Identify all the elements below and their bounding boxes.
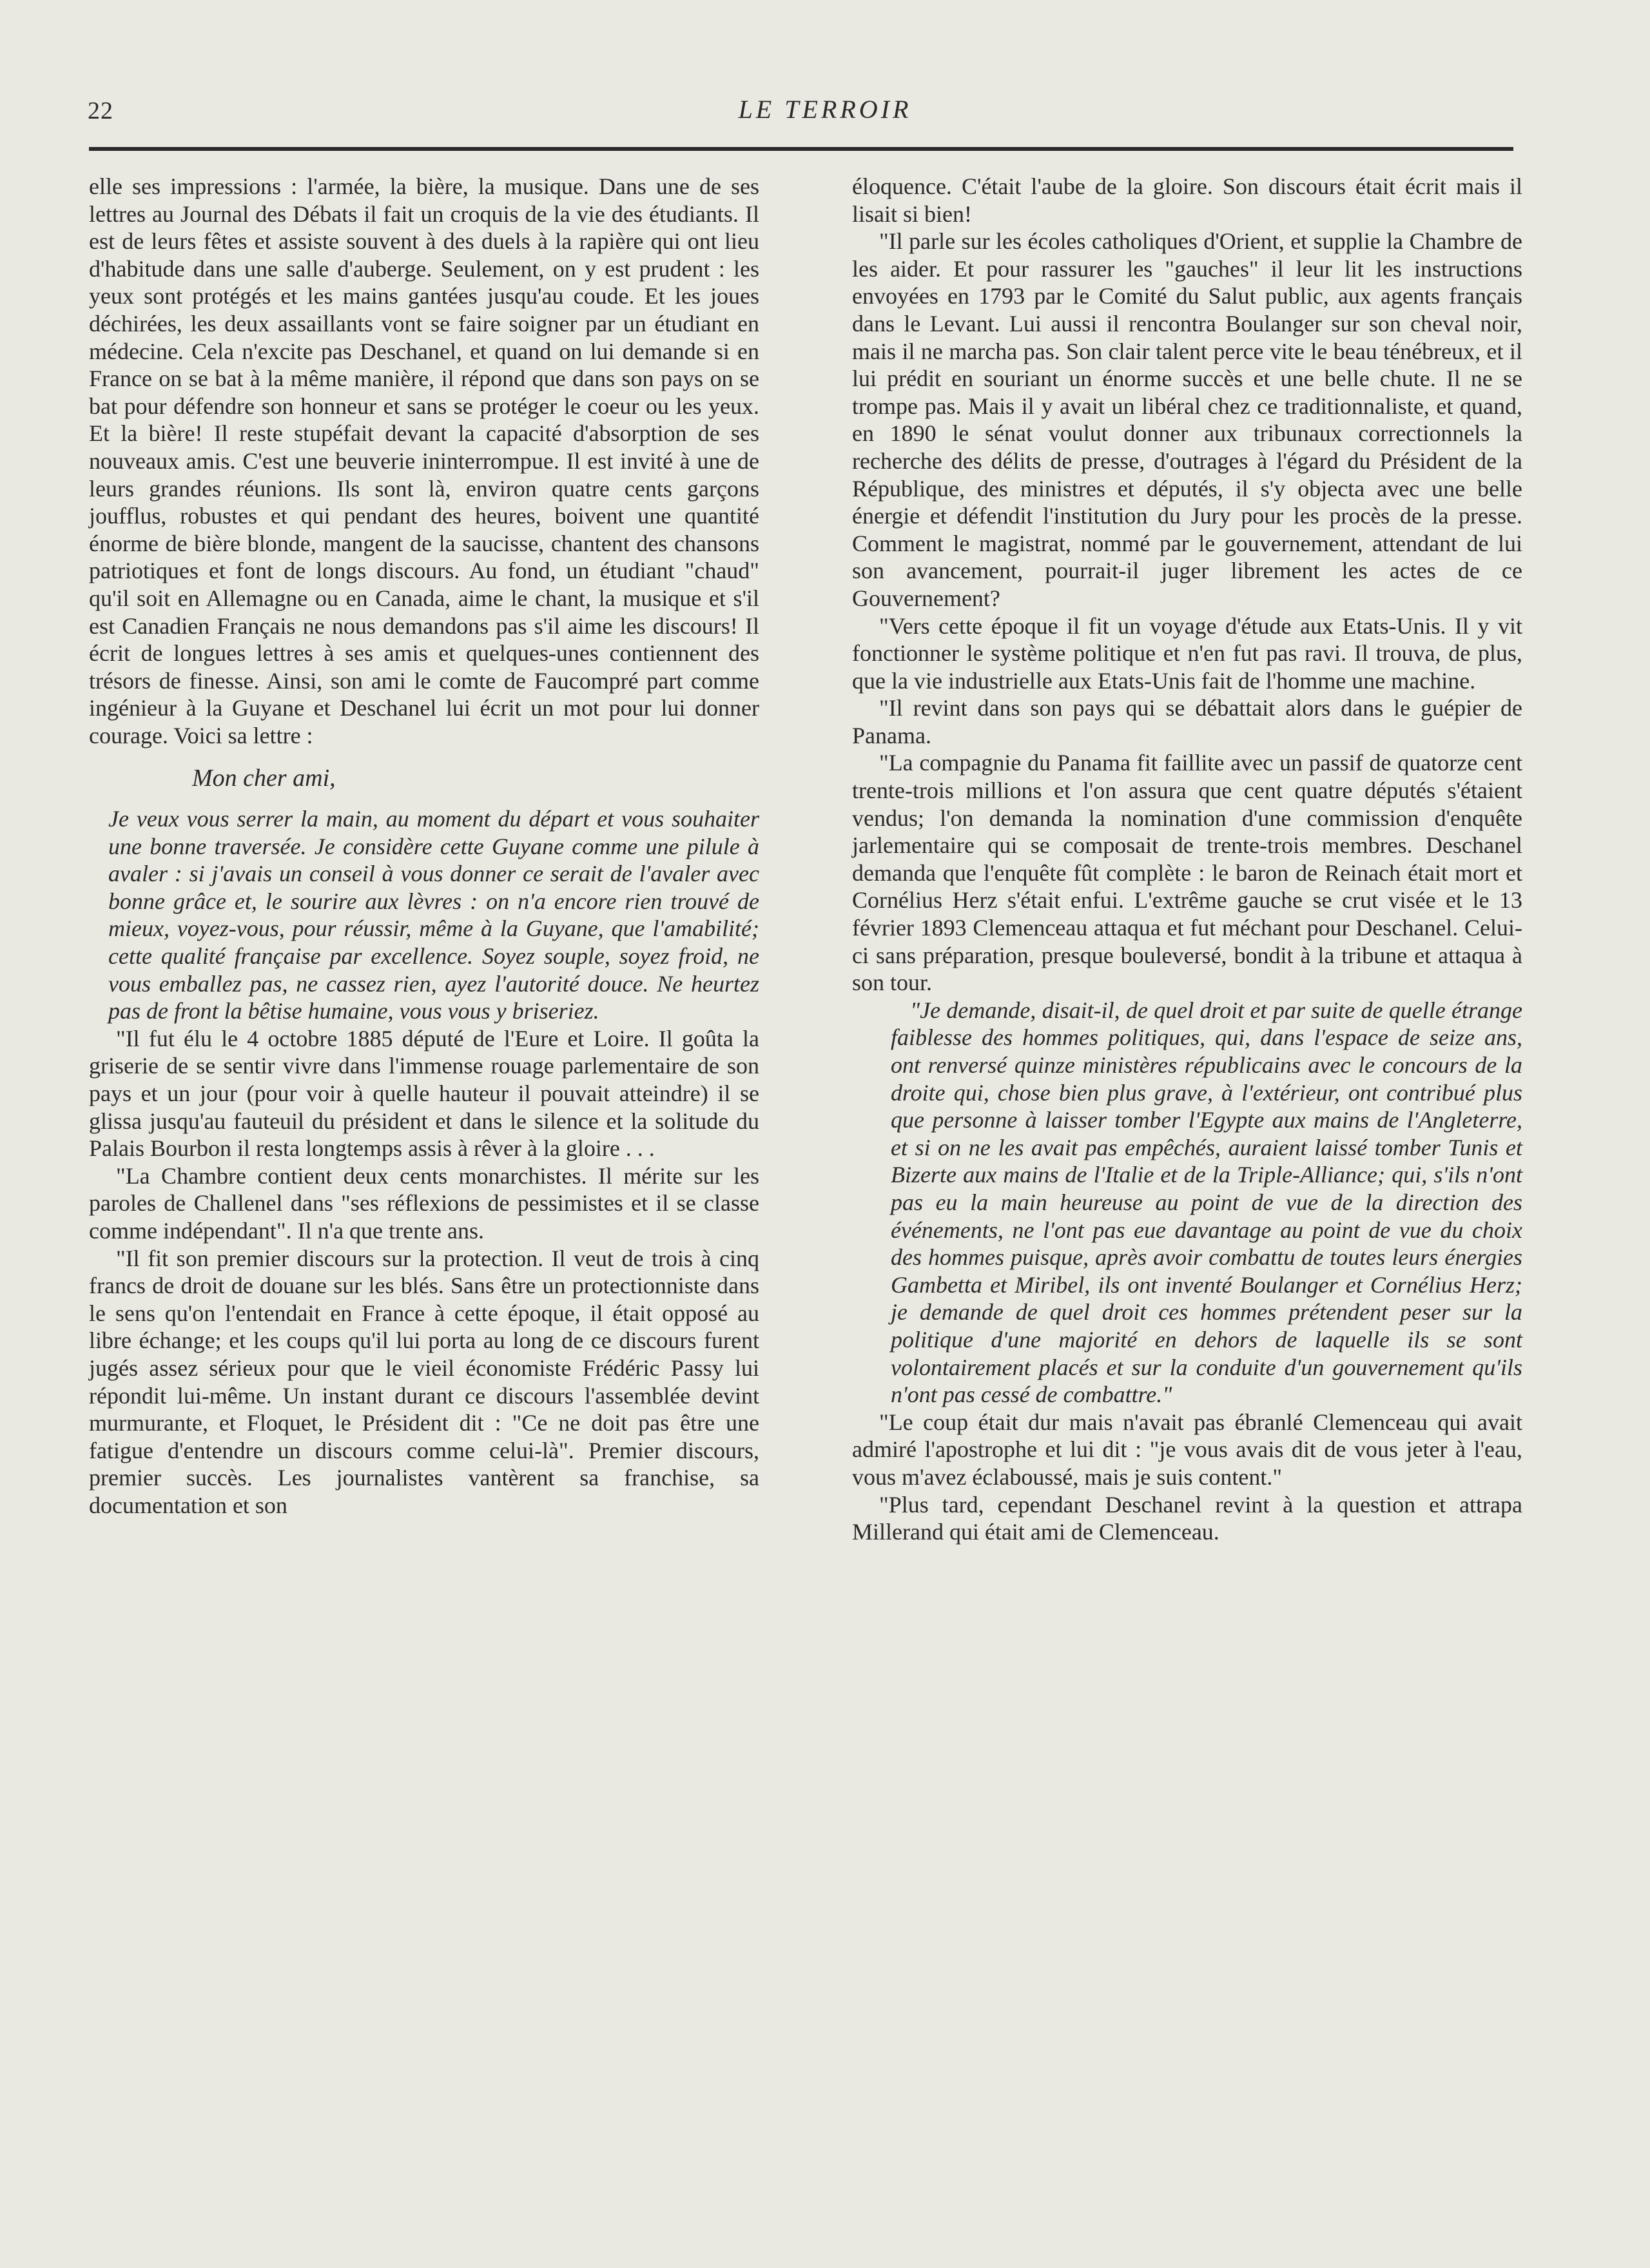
header-rule bbox=[89, 147, 1513, 151]
running-title: LE TERROIR bbox=[738, 95, 912, 124]
paragraph: "Il fut élu le 4 octobre 1885 député de l'Eure et Loire. Il goûta la griserie de se sentir vivre dans l'immense rouage parlementaire de son pays et un jour (pour voir à quelle hauteur il pouvait atteindre) il se glissa jusqu'au fauteuil du président et dans le silence et la solitude du Palais Bourbon il resta longtemps assis à rêver à la gloire . . . bbox=[89, 1025, 759, 1162]
paragraph: "Il revint dans son pays qui se débattait alors dans le guépier de Panama. bbox=[852, 695, 1522, 748]
quotation: "Je demande, disait-il, de quel droit et par suite de quelle étrange faiblesse des hommes politiques, qui, dans l'espace de seize ans, ont renversé quinze ministères républicains avec le concours de la droite qui, chose bien plus grave, à l'extérieur, ont contribué plus que personne à laisser tomber l'Egypte aux mains de l'Angleterre, et si on ne les avait pas empêchés, auraient laissé tomber Tunis et Bizerte aux mains de l'Italie et de la Triple-Alliance; qui, s'ils n'ont pas eu la main heureuse au point de vue de la direction des événements, ne l'ont pas eue davantage au point de vue du choix des hommes puisque, après avoir combattu de toutes leurs énergies Gambetta et Miribel, ils ont inventé Boulanger et Cornélius Herz; je demande de quel droit ces hommes prétendent peser sur la politique d'une majorité en dehors de laquelle ils se sont volontairement placés et sur la conduite d'un gouvernement qu'ils n'ont pas cessé de combattre." bbox=[891, 997, 1522, 1408]
paragraph: éloquence. C'était l'aube de la gloire. Son discours était écrit mais il lisait si bien! bbox=[852, 173, 1522, 227]
letter-body: Je veux vous serrer la main, au moment du départ et vous souhaiter une bonne traversée. Je considère cette Guyane comme une pilule à avaler : si j'avais un conseil à vous donner ce serait de l'avaler avec bonne grâce et, le sourire aux lèvres : on n'a encore rien trouvé de mieux, voyez-vous, pour réussir, même à la Guyane, que l'amabilité; cette qualité française par excellence. Soyez souple, soyez froid, ne vous emballez pas, ne cassez rien, ayez l'autorité douce. Ne heurtez pas de front la bêtise humaine, vous vous y briseriez. bbox=[108, 806, 759, 1024]
paragraph: "Il fit son premier discours sur la protection. Il veut de trois à cinq francs de droit de douane sur les blés. Sans être un protectionniste dans le sens qu'on l'entendait en France à cette époque, il était opposé au libre échange; et les coups qu'il lui porta au long de ce discours furent jugés assez sérieux pour que le vieil économiste Frédéric Passy lui répondit lui-même. Un instant durant ce discours l'assemblée devint murmurante, et Floquet, le Président dit : "Ce ne doit pas être une fatigue d'entendre un discours comme celui-là". Premier discours, premier succès. Les journalistes vantèrent sa franchise, sa documentation et son bbox=[89, 1245, 759, 1518]
paragraph: "Vers cette époque il fit un voyage d'étude aux Etats-Unis. Il y vit fonctionner le système politique et n'en fut pas ravi. Il trouva, de plus, que la vie industrielle aux Etats-Unis fait de l'homme une machine. bbox=[852, 612, 1522, 694]
left-column bbox=[89, 173, 759, 1520]
paragraph: "La compagnie du Panama fit faillite avec un passif de quatorze cent trente-trois millions et l'on assura que cent quatre députés s'étaient vendus; l'on demanda la nomination d'une commission d'enquête jarlementaire qui se composait de trente-trois membres. Deschanel demanda que l'enquête fût complète : le baron de Reinach était mort et Cornélius Herz s'était enfui. L'extrême gauche se crut visée et le 13 février 1893 Clemenceau attaqua et fut méchant pour Deschanel. Celui-ci sans préparation, presque bouleversé, bondit à la tribune et attaqua à son tour. bbox=[852, 750, 1522, 996]
paragraph: "Le coup était dur mais n'avait pas ébranlé Clemenceau qui avait admiré l'apostrophe et lui dit : "je vous avais dit de vous jeter à l'eau, vous m'avez éclaboussé, mais je suis content." bbox=[852, 1409, 1522, 1490]
right-column bbox=[852, 173, 1522, 1546]
page-number: 22 bbox=[88, 97, 113, 124]
paragraph: "La Chambre contient deux cents monarchistes. Il mérite sur les paroles de Challenel dans "ses réflexions de pessimistes et il se classe comme indépendant". Il n'a que trente ans. bbox=[89, 1162, 759, 1244]
paragraph: "Plus tard, cependant Deschanel revint à la question et attrapa Millerand qui était ami de Clemenceau. bbox=[852, 1491, 1522, 1545]
paragraph: "Il parle sur les écoles catholiques d'Orient, et supplie la Chambre de les aider. Et pour rassurer les "gauches" il leur lit les instructions envoyées en 1793 par le Comité du Salut public, aux agents français dans le Levant. Lui aussi il rencontra Boulanger sur son cheval noir, mais il ne marcha pas. Son clair talent perce vite le beau ténébreux, et il lui prédit en souriant un énorme succès et une belle chute. Il ne se trompe pas. Mais il y avait un libéral chez ce traditionnaliste, et quand, en 1890 le sénat voulut donner aux tribunaux correctionnels la recherche des délits de presse, d'outrages à l'égard du Président de la République, des ministres et députés, il s'y objecta avec une belle énergie et défendit l'institution du Jury pour les procès de la presse. Comment le magistrat, nommé par le gouvernement, attendant de lui son avancement, pourrait-il juger librement les actes de ce Gouvernement? bbox=[852, 228, 1522, 611]
letter-salutation: Mon cher ami, bbox=[192, 765, 336, 792]
paragraph: elle ses impressions : l'armée, la bière, la musique. Dans une de ses lettres au Journal des Débats il fait un croquis de la vie des étudiants. Il est de leurs fêtes et assiste souvent à des duels à la rapière qui ont lieu d'habitude dans une salle d'auberge. Seulement, on y est prudent : les yeux sont protégés et les mains gantées jusqu'au coude. Et les joues déchirées, les deux assaillants vont se faire soigner par un étudiant en médecine. Cela n'excite pas Deschanel, et quand on lui demande si en France on se bat à la même manière, il répond que dans son pays on se bat pour défendre son honneur et sans se protéger le coeur ou les yeux. Et la bière! Il reste stupéfait devant la capacité d'absorption de ses nouveaux amis. C'est une beuverie ininterrompue. Il est invité à une de leurs grandes réunions. Ils sont là, environ quatre cents garçons joufflus, robustes et qui pendant des heures, boivent une quantité énorme de bière blonde, mangent de la saucisse, chantent des chansons patriotiques et font de longs discours. Au fond, un étudiant "chaud" qu'il soit en Allemagne ou en Canada, aime le chant, la musique et s'il est Canadien Français ne nous demandons pas s'il aime les discours! Il écrit de longues lettres à ses amis et quelques-unes contiennent des trésors de finesse. Ainsi, son ami le comte de Faucompré part comme ingénieur à la Guyane et Deschanel lui écrit un mot pour lui donner courage. Voici sa lettre : bbox=[89, 173, 759, 748]
